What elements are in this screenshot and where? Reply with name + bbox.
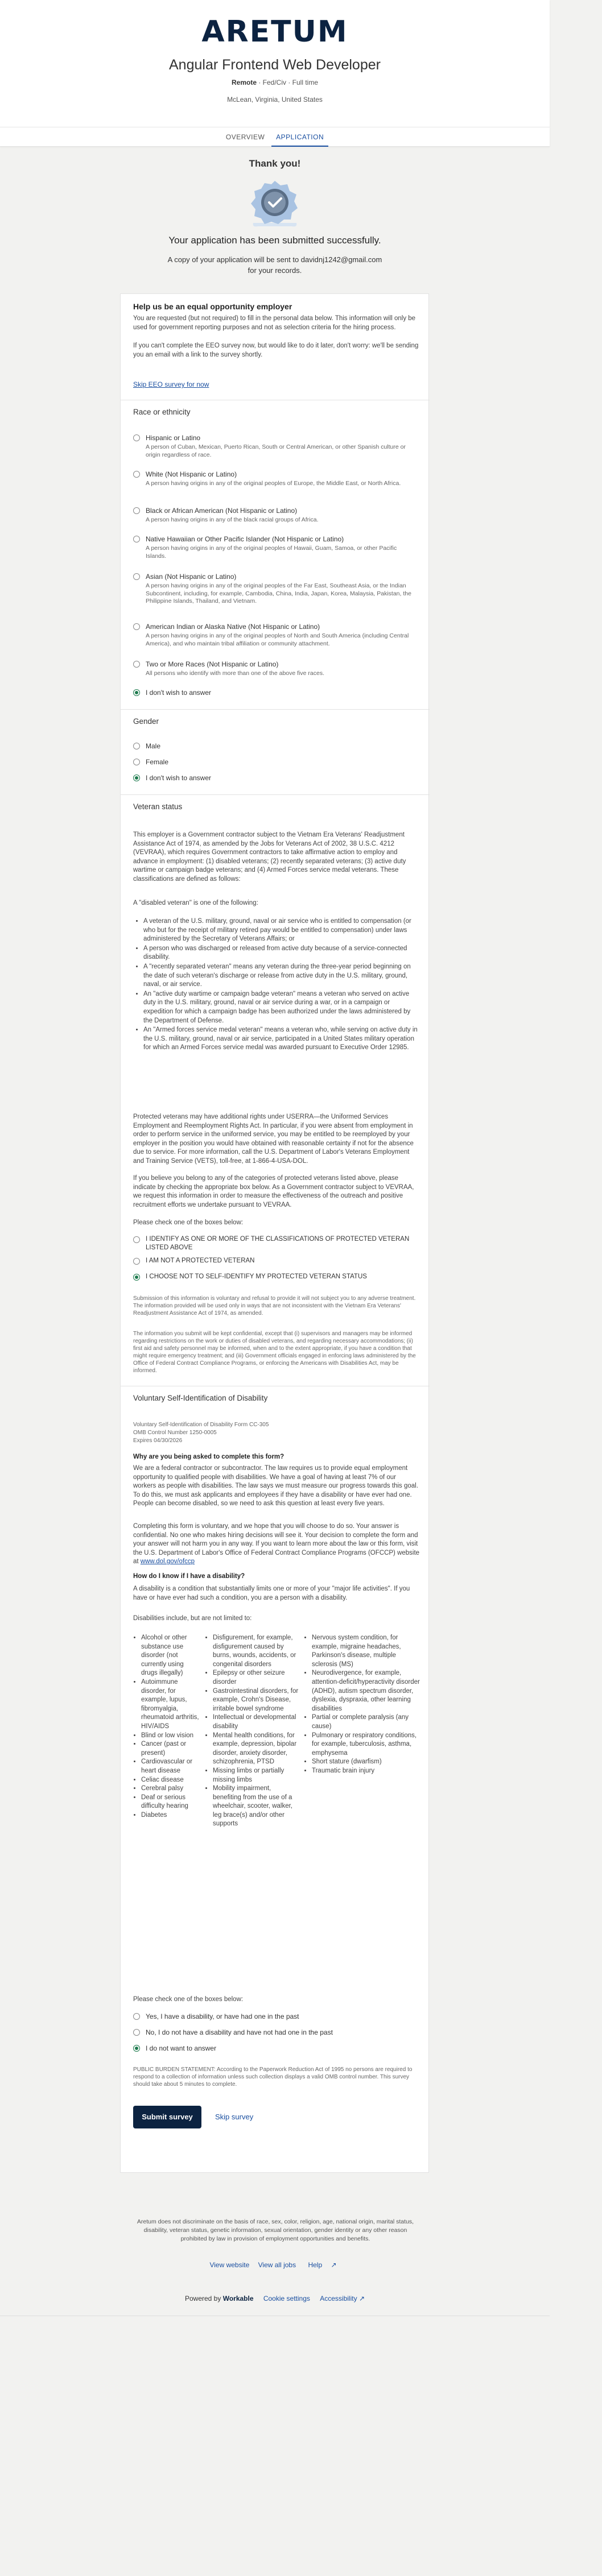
list-item: • A person who was discharged or released from active duty because of a service-connected disability.	[143, 945, 420, 962]
list-item: • Cardiovascular or heart disease	[141, 1758, 200, 1775]
eeo-title: Help us be an equal opportunity employer	[133, 302, 292, 311]
external-link-icon: ↗	[358, 2295, 365, 2302]
job-type: Remote · Fed/Civ · Full time	[231, 78, 319, 86]
veteran-section-title: Veteran status	[133, 802, 183, 811]
veteran-paragraph-4: If you believe you belong to any of the categories of protected veterans listed above, please indicate by checking the appropriate box below. As a Government contractor subject to VEVRAA, we request this information in order to measure the effectiveness of the outreach and positive recruitment efforts we undertake pursuant to VEVRAA.	[133, 1175, 414, 1208]
veteran-voluntary-note: Submission of this information is voluntary and refusal to provide it will not subject you to any adverse treatment. The information provided will be used only in ways that are not inconsistent with the Vietnam Era Veterans' Readjustment Assistance Act of 1974, as amended.	[133, 1295, 416, 1316]
list-item: • Short stature (dwarfism)	[312, 1758, 420, 1767]
copy-notice: A copy of your application will be sent to davidnj1242@gmail.com	[167, 255, 382, 264]
skip-eeo-link[interactable]: Skip EEO survey for now	[133, 380, 209, 388]
how-paragraph: A disability is a condition that substantially limits one or more of your "major life activities". If you have or have ever had such a condition, you are a person with a disability.	[133, 1585, 410, 1601]
list-item: • Epilepsy or other seizure disorder	[213, 1669, 299, 1687]
list-item: • Nervous system condition, for example, migraine headaches, Parkinson's disease, multiple sclerosis (MS)	[312, 1634, 420, 1669]
copy-notice-2: for your records.	[248, 266, 302, 275]
how-paragraph-2: Disabilities include, but are not limited to:	[133, 1615, 252, 1622]
gender-section-title: Gender	[133, 717, 159, 726]
veteran-paragraph-5: Please check one of the boxes below:	[133, 1219, 244, 1226]
list-item: • Intellectual or developmental disability	[213, 1713, 299, 1731]
accessibility-link[interactable]: Accessibility ↗	[320, 2295, 365, 2302]
disability-list-col-2	[205, 1634, 299, 1829]
eeo-intro-2: If you can't complete the EEO survey now, but would like to do it later, don't worry: we'll be sending you an email with a link to the survey shortly.	[133, 342, 419, 358]
radio[interactable]	[133, 661, 140, 668]
radio[interactable]	[133, 1236, 140, 1243]
list-item: • Partial or complete paralysis (any cause)	[312, 1713, 420, 1731]
disability-section-title: Voluntary Self-Identification of Disability	[133, 1394, 268, 1402]
list-item: • Alcohol or other substance use disorder (not currently using drugs illegally)	[141, 1634, 200, 1678]
list-item: • Deaf or serious difficulty hearing	[141, 1794, 200, 1811]
list-item: • Traumatic brain injury	[312, 1767, 420, 1776]
race-section-title: Race or ethnicity	[133, 408, 191, 416]
tab-overview[interactable]: OVERVIEW	[225, 133, 265, 141]
public-burden-statement: PUBLIC BURDEN STATEMENT: According to the Paperwork Reduction Act of 1995 no persons are required to respond to a collection of information unless such collection displays a valid OMB control number. This survey should take about 5 minutes to complete.	[133, 2066, 413, 2088]
disability-check-prompt: Please check one of the boxes below:	[133, 1996, 244, 2003]
list-item: • Cerebral palsy	[141, 1784, 200, 1794]
job-header	[0, 0, 550, 147]
radio[interactable]	[133, 471, 140, 478]
footer-disclaimer: Aretum does not discriminate on the basis of race, sex, color, religion, age, national origin, marital status, disability, veteran status, genetic information, sexual orientation, gender identity or any other reason prohibited by law in provision of employment opportunities and benefits.	[137, 2218, 414, 2242]
radio[interactable]	[133, 573, 140, 580]
ofccp-link[interactable]: www.dol.gov/ofccp	[140, 1558, 195, 1566]
list-item: • Cancer (past or present)	[141, 1740, 200, 1758]
radio[interactable]	[133, 536, 140, 542]
why-paragraph-2: Completing this form is voluntary, and we hope that you will choose to do so. Your answer is confidential. No one who makes hiring decisions will see it. Your decision to complete the form and your answer will not harm you in any way. If you want to learn more about the law or this form, visit the U.S. Department of Labor's Office of Federal Contract Compliance Programs (OFCCP) website at www.dol.gov/ofccp	[133, 1523, 420, 1566]
skip-survey-link[interactable]: Skip survey	[215, 2113, 254, 2121]
help-link[interactable]: Help ↗	[308, 2261, 337, 2269]
veteran-paragraph-2: A "disabled veteran" is one of the following:	[133, 900, 258, 906]
how-heading: How do I know if I have a disability?	[133, 1573, 245, 1580]
job-title: Angular Frontend Web Developer	[169, 57, 381, 73]
success-badge-icon	[246, 177, 303, 229]
list-item: • Celiac disease	[141, 1776, 200, 1785]
radio[interactable]	[133, 623, 140, 630]
list-item: • Pulmonary or respiratory conditions, for example, tuberculosis, asthma, emphysema	[312, 1732, 420, 1758]
list-item: • An "Armed forces service medal veteran" means a veteran who, while serving on active duty in the U.S. military, ground, naval or air service, participated in a United States military operation for which an Armed Forces service medal was awarded pursuant to Executive Order 12985.	[143, 1026, 420, 1053]
why-heading: Why are you being asked to complete this form?	[133, 1453, 284, 1460]
list-item: • A veteran of the U.S. military, ground, naval or air service who is entitled to compensation (or who but for the receipt of military retired pay would be entitled to compensation) under laws administered by the Secretary of Veterans Affairs; or	[143, 917, 420, 944]
radio[interactable]	[133, 434, 140, 441]
radio[interactable]	[133, 743, 140, 749]
veteran-paragraph-3: Protected veterans may have additional rights under USERRA—the Uniformed Services Employment and Reemployment Rights Act. In particular, if you were absent from employment in order to perform service in the uniformed service, you may be entitled to be reemployed by your employer in the position you would have obtained with reasonable certainty if not for the absence due to service. For more information, call the U.S. Department of Labor's Veterans Employment and Training Service (VETS), toll-free, at 1-866-4-USA-DOL.	[133, 1113, 414, 1165]
disability-list-col-3	[304, 1634, 420, 1776]
workable-logo[interactable]: Workable	[222, 2295, 254, 2302]
tab-application[interactable]: APPLICATION	[271, 127, 328, 147]
radio[interactable]	[133, 1258, 140, 1265]
eeo-survey-card: Help us be an equal opportunity employer You are requested (but not required) to fill in the personal data below. This information will only be used for government reporting purposes and not as selection criteria for the hiring process. If you can't complete the EEO survey now, but would like to do it later, don't worry: we'll be sending you an email with a link to the survey shortly. Skip EEO survey for now Race or ethnicity Hispanic or Latino A person of Cuban, Mexican, Puerto Rican, South or Central American, or other Spanish culture or origin regardless of race. White (Not Hispanic or Latino) A person having origins in any of the original peoples of Europe, the Middle East, or North Africa. Black or African American (Not Hispanic or Latino) A person having origins in any of the black racial groups of Africa. Native Hawaiian or Other Pacific Islander (Not Hispanic or Latino) A person having origins in any of the original peoples of Hawaii, Guam, Samoa, or other Pacific Islands. Asian (Not Hispanic or Latino) A person having origins in any of the original peoples of the Far East, Southeast Asia, or the Indian Subcontinent, including, for example, Cambodia, China, India, Japan, Korea, Malaysia, Pakistan, the Philippine Islands, Thailand, and Vietnam. American Indian or Alaska Native (Not Hispanic or Latino) A person having origins in any of the original peoples of North and South America (including Central America), and who maintain tribal affiliation or community attachment. Two or More Races (Not Hispanic or Latino) All persons who identify with more than one of the above five races. I don't wish to answer Gender Male Female I don't wish to answer Veteran status This employer is a Government contractor subject to the Vietnam Era Veterans' Readjustment Assistance Act of 1974, as amended by the Jobs for Veterans Act of 2002, 38 U.S.C. 4212 (VEVRAA), which requires Government contractors to take affirmative action to employ and advance in employment: (1) disabled veterans; (2) recently separated veterans; (3) active duty wartime or campaign badge veterans; and (4) Armed Forces service medal veterans. These classifications are defined as follows: A "disabled veteran" is one of the following: • A veteran of the U.S. military, ground, naval or air service who is entitled to compensation (or who but for the receipt of military retired pay would be entitled to compensation) under laws administered by the Secretary of Veterans Affairs; or • A person who was discharged or released from active duty because of a service-connected disability. • A "recently separated veteran" means any veteran during the three-year period beginning on the date of such veteran's discharge or release from active duty in the U.S. military, ground, naval, or air service. • An "active duty wartime or campaign badge veteran" means a veteran who served on active duty in the U.S. military, ground, naval or air service during a war, or in a campaign or expedition for which a campaign badge has been authorized under the laws administered by the Department of Defense. • An "Armed forces service medal veteran" means a veteran who, while serving on active duty in the U.S. military, ground, naval or air service, participated in a United States military operation for which an Armed Forces service medal was awarded pursuant to Executive Order 12985. Protected veterans may have additional rights under USERRA—the Uniformed Services Employment and Reemployment Rights Act. In particular, if you were absent from employment in order to perform service in the uniformed service, you may be entitled to be reemployed by your employer in the position you would have obtained with reasonable certainty if not for the absence due to service. For more information, call the U.S. Department of Labor's Veterans Employment and Training Service (VETS), toll-free, at 1-866-4-USA-DOL. If you believe you belong to any of the categories of protected veterans listed above, please indicate by checking the appropriate box below. As a Government contractor subject to VEVRAA, we request this information in order to measure the effectiveness of the outreach and positive recruitment efforts we undertake pursuant to VEVRAA. Please check one of the boxes below: I IDENTIFY AS ONE OR MORE OF THE CLASSIFICATIONS OF PROTECTED VETERAN LISTED ABOVE I AM NOT A PROTECTED VETERAN I CHOOSE NOT TO SELF-IDENTIFY MY PROTECTED VETERAN STATUS Submission of this information is voluntary and refusal to provide it will not subject you to any adverse treatment. The information provided will be used only in ways that are not inconsistent with the Vietnam Era Veterans' Readjustment Assistance Act of 1974, as amended. The information you submit will be kept confidential, except that (i) supervisors and managers may be informed regarding restrictions on the work or duties of disabled veterans, and regarding necessary accommodations; (ii) first aid and safety personnel may be informed, when and to the extent appropriate, if you have a condition that might require emergency treatment; and (iii) Government officials engaged in enforcing laws administered by the Office of Federal Contract Compliance Programs, or enforcing the Americans with Disabilities Act, may be informed. Voluntary Self-Identification of Disability Voluntary Self-Identification of Disability Form CC-305 OMB Control Number 1250-0005 Expires 04/30/2026 Why are you being asked to complete this form? We are a federal contractor or subcontractor. The law requires us to provide equal employment opportunity to qualified people with disabilities. We have a goal of having at least 7% of our workers as people with disabilities. The law says we must measure our progress towards this goal. To do this, we must ask applicants and employees if they have a disability or have ever had one. People can become disabled, so we need to ask this question at least every five years. Completing this form is voluntary, and we hope that you will choose to do so. Your answer is confidential. No one who makes hiring decisions will see it. Your decision to complete the form and your answer will not harm you in any way. If you want to learn more about the law or this form, visit the U.S. Department of Labor's Office of Federal Contract Compliance Programs (OFCCP) website at www.dol.gov/ofccp How do I know if I have a disability? A disability is a condition that substantially limits one or more of your "major life activities". If you have or have ever had such a condition, you are a person with a disability. Disabilities include, but are not limited to: • Alcohol or other substance use disorder (not currently using drugs illegally) • Autoimmune disorder, for example, lupus, fibromyalgia, rheumatoid arthritis, HIV/AIDS • Blind or low vision • Cancer (past or present) • Cardiovascular or heart disease • Celiac disease • Cerebral palsy • Deaf or serious difficulty hearing • Diabetes • Disfigurement, for example, disfigurement caused by burns, wounds, accidents, or congenital disorders • Epilepsy or other seizure disorder • Gastrointestinal disorders, for example, Crohn's Disease, irritable bowel syndrome • Intellectual or developmental disability • Mental health conditions, for example, depression, bipolar disorder, anxiety disorder, schizophrenia, PTSD • Missing limbs or partially missing limbs • Mobility impairment, benefiting from the use of a wheelchair, scooter, walker, leg brace(s) and/or other supports • Nervous system condition, for example, migraine headaches, Parkinson's disease, multiple sclerosis (MS) • Neurodivergence, for example, attention-deficit/hyperactivity disorder (ADHD), autism spectrum disorder, dyslexia, dyspraxia, other learning disabilities • Partial or complete paralysis (any cause) • Pulmonary or respiratory conditions, for example, tuberculosis, asthma, emphysema • Short stature (dwarfism) • Traumatic brain injury Please check one of the boxes below: Yes, I have a disability, or have had one in the past No, I do not have a disability and have not had one in the past I do not want to answer PUBLIC BURDEN STATEMENT: According to the Paperwork Reduction Act of 1995 no persons are required to respond to a collection of information unless such collection displays a valid OMB control number. This survey should take about 5 minutes to complete. Submit survey Skip survey	[120, 293, 429, 2173]
list-item: • Mental health conditions, for example, depression, bipolar disorder, anxiety disorder, schizophrenia, PTSD	[213, 1732, 299, 1767]
thank-you-heading: Thank you!	[249, 158, 301, 169]
list-item: • A "recently separated veteran" means any veteran during the three-year period beginning on the date of such veteran's discharge or release from active duty in the U.S. military, ground, naval, or air service.	[143, 963, 420, 989]
radio[interactable]	[133, 507, 140, 514]
powered-by: Powered by Workable Cookie settings Accessibility ↗	[184, 2295, 365, 2302]
why-paragraph: We are a federal contractor or subcontractor. The law requires us to provide equal employment opportunity to qualified people with disabilities. We have a goal of having at least 7% of our workers as people with disabilities. The law says we must measure our progress towards this goal. To do this, we must ask applicants and employees if they have a disability or have ever had one. People can become disabled, so we need to ask this question at least every five years.	[133, 1465, 418, 1508]
view-website-link[interactable]: View website	[209, 2261, 250, 2269]
footer-links	[0, 2261, 550, 2269]
list-item: • Autoimmune disorder, for example, lupus, fibromyalgia, rheumatoid arthritis, HIV/AIDS	[141, 1678, 200, 1732]
divider	[121, 709, 430, 710]
submit-survey-button[interactable]: Submit survey	[133, 2106, 201, 2128]
list-item: • Blind or low vision	[141, 1732, 200, 1741]
radio-selected[interactable]	[133, 775, 140, 781]
radio[interactable]	[133, 2029, 140, 2036]
radio[interactable]	[133, 759, 140, 765]
disability-list-col-1	[133, 1634, 200, 1820]
radio-selected[interactable]	[133, 689, 140, 696]
list-item: • Disfigurement, for example, disfigurement caused by burns, wounds, accidents, or congenital disorders	[213, 1634, 299, 1669]
list-item: • An "active duty wartime or campaign badge veteran" means a veteran who served on active duty in the U.S. military, ground, naval or air service during a war, or in a campaign or expedition for which a campaign badge has been authorized under the laws administered by the Department of Defense.	[143, 990, 420, 1025]
list-item: • Missing limbs or partially missing limbs	[213, 1767, 299, 1784]
radio-selected[interactable]	[133, 1274, 140, 1281]
submitted-message: Your application has been submitted successfully.	[168, 235, 381, 246]
list-item: • Neurodivergence, for example, attention-deficit/hyperactivity disorder (ADHD), autism spectrum disorder, dyslexia, dyspraxia, other learning disabilities	[312, 1669, 420, 1713]
job-location: McLean, Virginia, United States	[227, 96, 323, 103]
company-logo[interactable]: ARETUM	[201, 15, 348, 49]
view-all-jobs-link[interactable]: View all jobs	[258, 2261, 296, 2269]
list-item: • Gastrointestinal disorders, for example, Crohn's Disease, irritable bowel syndrome	[213, 1687, 299, 1714]
list-item: • Diabetes	[141, 1811, 200, 1820]
veteran-paragraph-1: This employer is a Government contractor subject to the Vietnam Era Veterans' Readjustment Assistance Act of 1974, as amended by the Jobs for Veterans Act of 2002, 38 U.S.C. 4212 (VEVRAA), which requires Government contractors to take affirmative action to employ and advance in employment: (1) disabled veterans; (2) recently separated veterans; (3) active duty wartime or campaign badge veterans; and (4) Armed Forces service medal veterans. These classifications are defined as follows:	[133, 831, 406, 883]
radio[interactable]	[133, 2013, 140, 2020]
veteran-definitions-list	[133, 917, 420, 1053]
divider	[121, 794, 430, 795]
external-link-icon: ↗	[331, 2261, 337, 2269]
list-item: • Mobility impairment, benefiting from the use of a wheelchair, scooter, walker, leg brace(s) and/or other supports	[213, 1784, 299, 1829]
form-meta: Voluntary Self-Identification of Disability Form CC-305 OMB Control Number 1250-0005 Expires 04/30/2026	[133, 1422, 269, 1444]
veteran-confidential-note: The information you submit will be kept confidential, except that (i) supervisors and managers may be informed regarding restrictions on the work or duties of disabled veterans, and regarding necessary accommodations; (ii) first aid and safety personnel may be informed, when and to the extent appropriate, if you have a condition that might require emergency treatment; and (iii) Government officials engaged in enforcing laws administered by the Office of Federal Contract Compliance Programs, or enforcing the Americans with Disabilities Act, may be informed.	[133, 1331, 416, 1374]
eeo-intro: You are requested (but not required) to fill in the personal data below. This information will only be used for government reporting purposes and not as selection criteria for the hiring process.	[133, 315, 416, 331]
cookie-settings-link[interactable]: Cookie settings	[263, 2295, 310, 2302]
job-tabs	[0, 127, 550, 146]
radio-selected[interactable]	[133, 2045, 140, 2052]
